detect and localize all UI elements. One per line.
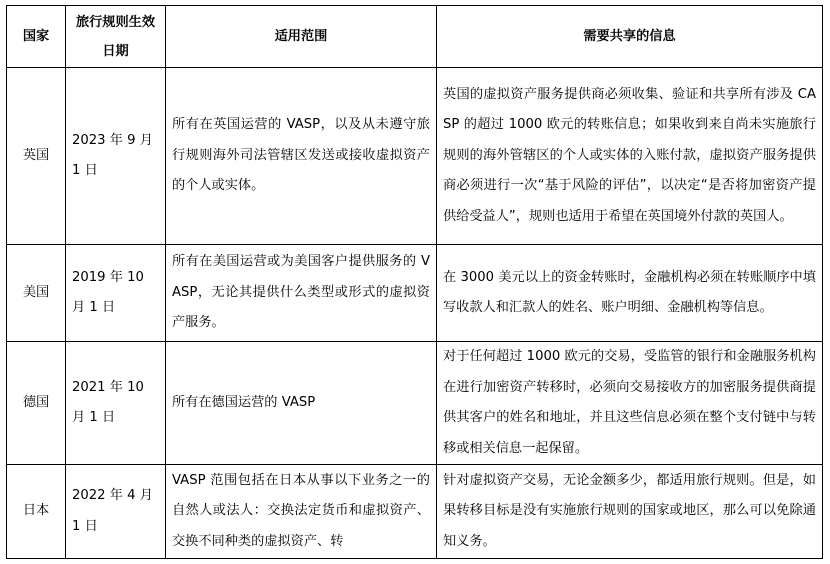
table-row-jp	[7, 465, 823, 559]
cell-effective-date: 2022 年 4 月 1 日	[66, 465, 166, 559]
cell-effective-date: 2019 年 10 月 1 日	[66, 245, 166, 342]
table-header-row	[7, 6, 823, 68]
table-row-uk	[7, 68, 823, 245]
cell-country: 日本	[7, 465, 66, 559]
table-row-us	[7, 245, 823, 342]
cell-info: 针对虚拟资产交易，无论金额多少，都适用旅行规则。但是，如果转移目标是没有实施旅行规则的国家或地区，那么可以免除通知义务。	[437, 465, 823, 559]
cell-scope: VASP 范围包括在日本从事以下业务之一的自然人或法人：交换法定货币和虚拟资产、交换不同种类的虚拟资产、转	[166, 465, 437, 559]
cell-scope: 所有在美国运营或为美国客户提供服务的 VASP，无论其提供什么类型或形式的虚拟资产服务。	[166, 245, 437, 342]
cell-scope: 所有在德国运营的 VASP	[166, 342, 437, 465]
cell-effective-date: 2023 年 9 月 1 日	[66, 68, 166, 245]
cell-country: 英国	[7, 68, 66, 245]
header-effective-date: 旅行规则生效日期	[66, 6, 166, 68]
travel-rule-table	[6, 5, 823, 559]
cell-country: 德国	[7, 342, 66, 465]
cell-info: 在 3000 美元以上的资金转账时，金融机构必须在转账顺序中填写收款人和汇款人的姓名、账户明细、金融机构等信息。	[437, 245, 823, 342]
cell-info: 英国的虚拟资产服务提供商必须收集、验证和共享所有涉及 CASP 的超过 1000 欧元的转账信息；如果收到来自尚未实施旅行规则的海外管辖区的个人或实体的入账付款，虚拟资产服务提供商必须进行一次“基于风险的评估”，以决定“是否将加密资产提供给受益人”，规则也适用于希望在英国境外付款的英国人。	[437, 68, 823, 245]
cell-country: 美国	[7, 245, 66, 342]
header-info: 需要共享的信息	[437, 6, 823, 68]
cell-info: 对于任何超过 1000 欧元的交易，受监管的银行和金融服务机构在进行加密资产转移时，必须向交易接收方的加密服务提供商提供其客户的姓名和地址，并且这些信息必须在整个支付链中与转移或相关信息一起保留。	[437, 342, 823, 465]
cell-scope: 所有在英国运营的 VASP，以及从未遵守旅行规则海外司法管辖区发送或接收虚拟资产的个人或实体。	[166, 68, 437, 245]
header-country: 国家	[7, 6, 66, 68]
cell-effective-date: 2021 年 10 月 1 日	[66, 342, 166, 465]
table-row-de	[7, 342, 823, 465]
header-scope: 适用范围	[166, 6, 437, 68]
